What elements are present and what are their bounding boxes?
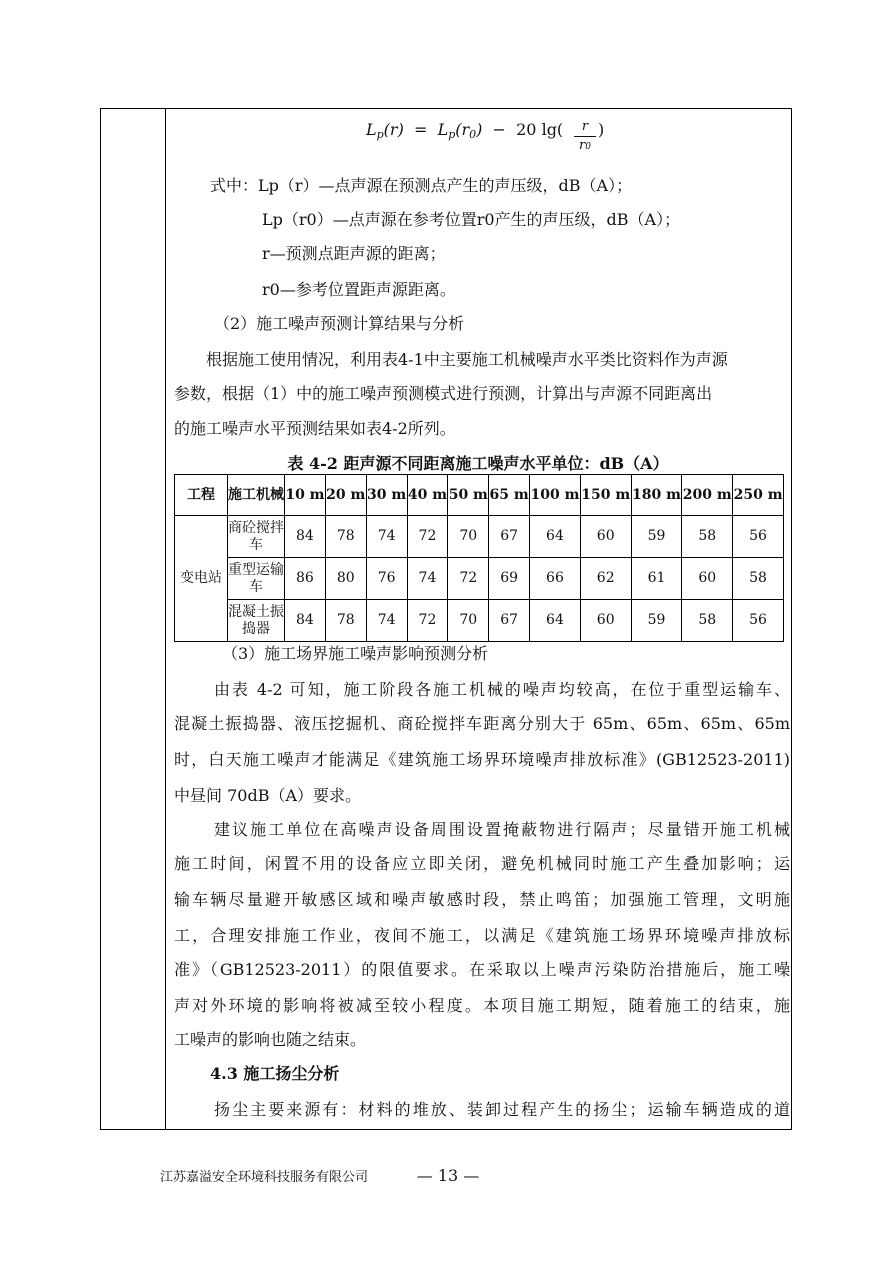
machine-cell: 混凝土振捣器 [228, 600, 285, 642]
value-cell: 86 [285, 558, 326, 600]
value-cell: 58 [682, 516, 733, 558]
value-cell: 80 [325, 558, 366, 600]
header-machine: 施工机械 [228, 475, 285, 516]
value-cell: 59 [631, 600, 682, 642]
header-distance: 200 m [682, 475, 733, 516]
value-cell: 74 [366, 600, 407, 642]
para3-line-3: 输车辆尽量避开敏感区域和噪声敏感时段，禁止鸣笛；加强施工管理，文明施 [174, 890, 790, 909]
machine-cell: 重型运输车 [228, 558, 285, 600]
formula-lhs-arg: (r) [383, 120, 404, 139]
formula-rhs1-arg: (r [455, 120, 470, 139]
header-distance: 150 m [580, 475, 631, 516]
value-cell: 72 [407, 516, 448, 558]
value-cell: 67 [489, 516, 530, 558]
table-row [175, 600, 784, 642]
para2-line-2: 混凝土振捣器、液压挖掘机、商砼搅拌车距离分别大于 65m、65m、65m、65m [174, 714, 790, 733]
machine-cell: 商砼搅拌车 [228, 516, 285, 558]
value-cell: 84 [285, 516, 326, 558]
formula-frac-den: r [579, 138, 586, 153]
header-distance: 40 m [407, 475, 448, 516]
formula-close: ) [598, 120, 605, 139]
value-cell: 69 [489, 558, 530, 600]
para2-line-4: 中昼间 70dB（A）要求。 [174, 786, 362, 805]
value-cell: 60 [580, 516, 631, 558]
value-cell: 60 [580, 600, 631, 642]
header-distance: 100 m [530, 475, 581, 516]
subsection-2-heading: （2）施工噪声预测计算结果与分析 [214, 314, 465, 333]
noise-level-table [174, 474, 784, 642]
value-cell: 74 [407, 558, 448, 600]
value-cell: 58 [733, 558, 784, 600]
header-distance: 180 m [631, 475, 682, 516]
para3-line-2: 施工时间，闲置不用的设备应立即关闭，避免机械同时施工产生叠加影响；运 [174, 854, 790, 873]
header-distance: 250 m [733, 475, 784, 516]
value-cell: 70 [448, 516, 489, 558]
project-cell: 变电站 [175, 516, 228, 642]
value-cell: 67 [489, 600, 530, 642]
formula-minus: − [492, 120, 506, 139]
formula-rhs1-close: ) [476, 120, 483, 139]
formula-eq: = [413, 120, 428, 139]
para4-line-1: 扬尘主要来源有：材料的堆放、装卸过程产生的扬尘；运输车辆造成的道 [214, 1100, 790, 1119]
para2-line-1: 由表 4-2 可知，施工阶段各施工机械的噪声均较高，在位于重型运输车、 [214, 680, 790, 699]
def-line-1: 式中：Lp（r）—点声源在预测点产生的声压级，dB（A）； [210, 176, 633, 195]
table-row [175, 558, 784, 600]
para3-line-4: 工，合理安排施工作业，夜间不施工，以满足《建筑施工场界环境噪声排放标 [174, 926, 790, 945]
value-cell: 84 [285, 600, 326, 642]
value-cell: 64 [530, 600, 581, 642]
value-cell: 60 [682, 558, 733, 600]
footer-company: 江苏嘉溢安全环境科技服务有限公司 [160, 1170, 369, 1185]
formula-frac-num: r [581, 119, 589, 134]
value-cell: 66 [530, 558, 581, 600]
footer-page-number: — 13 — [416, 1166, 480, 1185]
value-cell: 61 [631, 558, 682, 600]
formula-rhs1: L [437, 120, 449, 139]
header-distance: 50 m [448, 475, 489, 516]
formula-lhs: L [366, 120, 377, 139]
para2-line-3: 时，白天施工噪声才能满足《建筑施工场界环境噪声排放标准》(GB12523-2011) [174, 750, 790, 769]
value-cell: 56 [733, 516, 784, 558]
formula-rhs1-sub: p [448, 128, 456, 141]
value-cell: 72 [407, 600, 448, 642]
value-cell: 64 [530, 516, 581, 558]
formula-fraction [574, 120, 596, 154]
value-cell: 74 [366, 516, 407, 558]
def-line-4: r0—参考位置距声源距离。 [262, 280, 456, 299]
header-distance: 20 m [325, 475, 366, 516]
header-distance: 10 m [285, 475, 326, 516]
formula-rhs1-arg-sub: 0 [469, 128, 477, 141]
subsection-3-heading: （3）施工场界施工噪声影响预测分析 [222, 644, 489, 663]
table-caption: 表 4-2 距声源不同距离施工噪声水平单位：dB（A） [287, 454, 669, 473]
section-4-3-heading: 4.3 施工扬尘分析 [210, 1064, 340, 1083]
value-cell: 78 [325, 600, 366, 642]
para3-line-1: 建议施工单位在高噪声设备周围设置掩蔽物进行隔声；尽量错开施工机械 [214, 820, 790, 839]
header-distance: 65 m [489, 475, 530, 516]
def-line-3: r—预测点距声源的距离； [262, 244, 446, 263]
value-cell: 59 [631, 516, 682, 558]
value-cell: 62 [580, 558, 631, 600]
para1-line-1: 根据施工使用情况，利用表4-1中主要施工机械噪声水平类比资料作为声源 [206, 350, 728, 369]
table-header-row [175, 475, 784, 516]
value-cell: 76 [366, 558, 407, 600]
value-cell: 70 [448, 600, 489, 642]
formula-lhs-sub: p [376, 128, 384, 141]
value-cell: 78 [325, 516, 366, 558]
para1-line-3: 的施工噪声水平预测结果如表4-2所列。 [174, 419, 456, 438]
para1-line-2: 参数，根据（1）中的施工噪声预测模式进行预测，计算出与声源不同距离出 [174, 384, 713, 403]
formula-frac-den-sub: 0 [585, 142, 591, 152]
formula-frac-bar [574, 136, 596, 137]
para3-line-7: 工噪声的影响也随之结束。 [174, 1030, 367, 1049]
formula-coef: 20 lg( [516, 120, 564, 139]
value-cell: 56 [733, 600, 784, 642]
value-cell: 72 [448, 558, 489, 600]
sound-attenuation-formula [366, 120, 626, 160]
para3-line-6: 声对外环境的影响将被减至较小程度。本项目施工期短，随着施工的结束，施 [174, 996, 790, 1015]
def-line-2: Lp（r0）—点声源在参考位置r0产生的声压级，dB（A）； [262, 210, 681, 229]
value-cell: 58 [682, 600, 733, 642]
header-project: 工程 [175, 475, 228, 516]
table-row [175, 516, 784, 558]
header-distance: 30 m [366, 475, 407, 516]
para3-line-5: 准》（GB12523-2011）的限值要求。在采取以上噪声污染防治措施后，施工噪 [174, 960, 790, 979]
